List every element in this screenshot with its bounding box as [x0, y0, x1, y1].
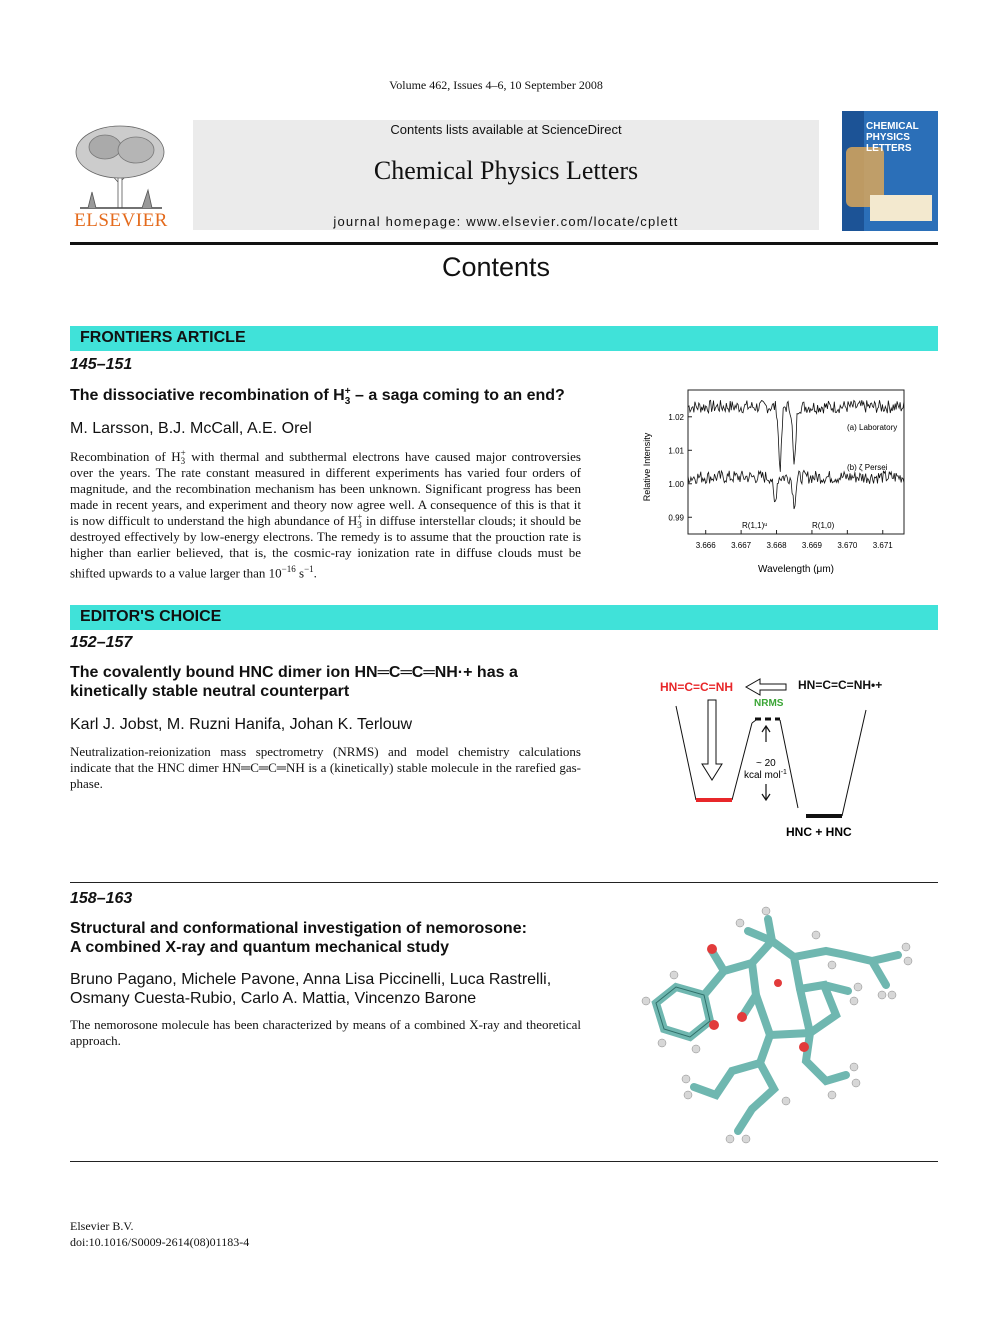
molecule-bonds [656, 919, 898, 1131]
journal-cover [842, 111, 938, 231]
series-line-0 [688, 400, 904, 472]
elsevier-tree-icon [70, 122, 172, 210]
y-tick-label: 1.02 [668, 412, 684, 422]
right-well [842, 710, 866, 816]
up-arrow-icon [762, 726, 770, 742]
legend-b: (b) ζ Persei [847, 463, 888, 472]
elsevier-logo [70, 122, 172, 232]
section-editors-choice: EDITOR'S CHOICE [70, 605, 938, 630]
series-line-1 [688, 470, 904, 509]
ion-label: HN=C=C=NH•+ [798, 678, 883, 692]
separator-1 [70, 882, 938, 883]
y-axis-label: Relative Intensity [642, 432, 652, 502]
journal-title: Chemical Physics Letters [373, 156, 639, 185]
header-rule [70, 242, 938, 245]
x-axis-label: Wavelength (μm) [758, 564, 834, 575]
plot-frame [688, 390, 904, 534]
footer [70, 1218, 249, 1250]
line-label-r10: R(1,0) [812, 521, 835, 530]
barrier-unit: kcal mol$^{-1}$ [744, 769, 787, 781]
contents-available[interactable]: Contents lists available at ScienceDirect [390, 122, 622, 137]
x-tick-label: 3.668 [766, 541, 787, 550]
x-ticks [696, 530, 894, 550]
y-tick-label: 0.99 [668, 513, 684, 523]
line-label-r11: R(1,1)ᵘ [742, 521, 768, 530]
y-tick-label: 1.01 [668, 446, 684, 456]
article-1-authors: M. Larsson, B.J. McCall, A.E. Orel [70, 420, 312, 437]
article-1-pages: 145–151 [70, 356, 133, 373]
barrier-value: ~ 20 [756, 758, 776, 769]
article-3-pages: 158–163 [70, 890, 133, 907]
x-tick-label: 3.671 [872, 541, 893, 550]
footer-publisher: Elsevier B.V. [70, 1219, 134, 1233]
legend-a: (a) Laboratory [847, 423, 898, 432]
journal-homepage[interactable]: journal homepage: www.elsevier.com/locate/cplett [333, 214, 679, 229]
series-lines [688, 400, 904, 509]
molecule-figure [636, 905, 926, 1145]
x-tick-label: 3.670 [837, 541, 858, 550]
neutral-label: HN=C=C=NH [660, 680, 734, 694]
x-tick-label: 3.666 [695, 541, 716, 550]
nrms-label: NRMS [754, 698, 784, 709]
products-label: HNC + HNC [786, 825, 852, 839]
article-3-abstract: The nemorosone molecule has been characterized by means of a combined X-ray and theoretical approach. [70, 1017, 581, 1048]
spectrum-chart [632, 382, 922, 582]
down-arrow-icon [702, 700, 722, 780]
section-frontiers: FRONTIERS ARTICLE [70, 326, 938, 351]
article-3-authors: Bruno Pagano, Michele Pavone, Anna Lisa Piccinelli, Luca Rastrelli, Osmany Cuesta-Rubio, Carlo A. Mattia, Vincenzo Barone [70, 971, 552, 1007]
article-2-authors: Karl J. Jobst, M. Ruzni Hanifa, Johan K. Terlouw [70, 716, 413, 733]
separator-2 [70, 1161, 938, 1162]
article-2-pages: 152–157 [70, 634, 133, 651]
article-1-abstract: Recombination of H + 3 with thermal and subthermal electrons have caused major controversies over the years. The rate constant measured in different experiments has varied four orders of magnitude, and the recombination mechanism has been unknown. Significant progress has been made in recent years, and experiment and theory now agree well. A consequence of this is that it is now difficult to understand the high abundance of H + 3 in diffuse interstellar clouds; it should be destroyed effectively by low-energy electrons. The remedy is to assume that the prouction rate is higher than earlier believed, that is, the cosmic-ray ionization rate in diffuse clouds must be shifted upwards to a value larger than $10^{-16}$ $s^{-1}$. [70, 448, 581, 581]
y-tick-label: 1.00 [668, 479, 684, 489]
x-tick-label: 3.667 [731, 541, 752, 550]
volume-line: Volume 462, Issues 4–6, 10 September 2008 [389, 78, 603, 92]
article-3-title[interactable]: Structural and conformational investigation of nemorosone: A combined X-ray and quantum mechanical study [70, 920, 527, 956]
left-arrow-icon [746, 679, 786, 695]
cover-title: CHEMICAL PHYSICS LETTERS [866, 121, 919, 154]
article-2-title[interactable]: The covalently bound HNC dimer ion HN═C═C═NH·+ has a kinetically stable neutral counterpart [70, 664, 518, 700]
article-1-title[interactable]: The dissociative recombination of H + 3 – a saga coming to an end? [70, 386, 565, 407]
elsevier-wordmark: ELSEVIER [74, 210, 168, 231]
energy-diagram [640, 668, 930, 848]
footer-doi[interactable]: doi:10.1016/S0009-2614(08)01183-4 [70, 1235, 250, 1249]
page-title: Contents [441, 252, 551, 282]
x-tick-label: 3.669 [801, 541, 822, 550]
article-2-abstract: Neutralization-reionization mass spectrometry (NRMS) and model chemistry calculations indicate that the HNC dimer HN═C═C═NH is a (kinetically) stable molecule in the rarefied gas-phase. [70, 744, 581, 791]
down-small-arrow-icon [762, 784, 770, 800]
journal-header [193, 120, 819, 230]
